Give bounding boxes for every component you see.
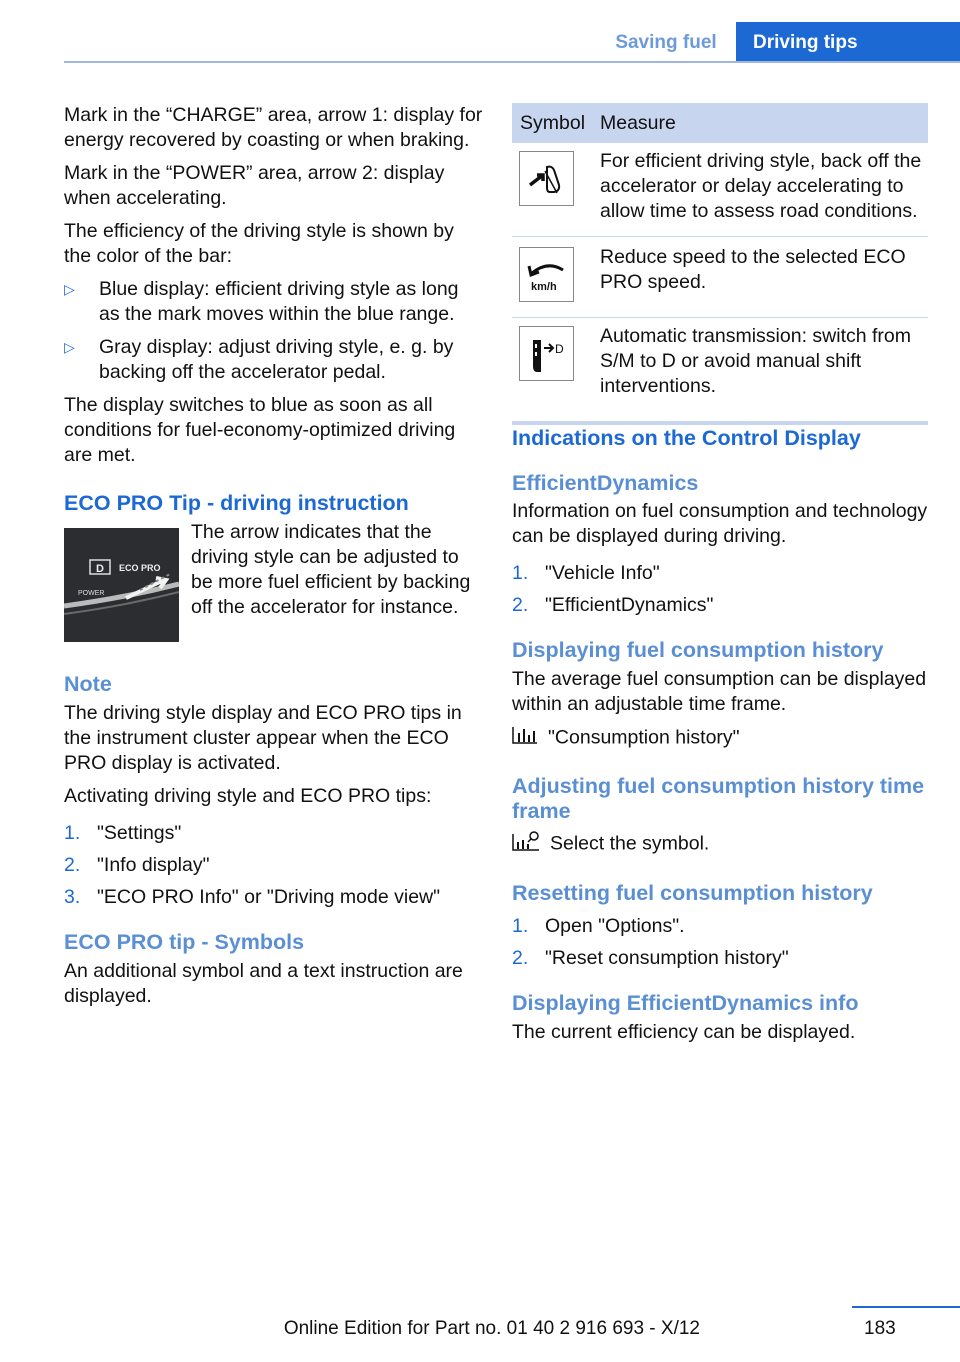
gear-label: D: [96, 563, 104, 575]
speed-reduce-icon: [519, 247, 574, 302]
measure-text: Reduce speed to the selected ECO PRO speed.: [600, 246, 906, 293]
page-number-rule: [852, 1306, 960, 1308]
note-text: The driving style display and ECO PRO tips in the instrument cluster appear when the ECO PRO display is activated.: [64, 702, 462, 774]
column-header-measure: Measure: [600, 111, 676, 134]
step-number: 1.: [512, 915, 529, 937]
bullet-triangle-icon: ▷: [64, 281, 75, 297]
paragraph-switch-blue: The display switches to blue as soon as all conditions for fuel-economy-optimized driving are met.: [64, 394, 456, 466]
list-item: [64, 335, 484, 385]
eco-pro-tip-block: [64, 520, 484, 652]
history-text: The average fuel consumption can be displayed within an adjustable time frame.: [512, 668, 927, 715]
power-label: POWER: [78, 590, 105, 597]
step-text: "EfficientDynamics": [545, 594, 714, 616]
table-row: [512, 143, 928, 237]
heading-eco-pro-tip: ECO PRO Tip - driving instruction: [64, 491, 409, 515]
shift-to-d-icon: [519, 326, 574, 381]
heading-reset-history: Resetting fuel consumption history: [512, 881, 873, 905]
adjust-text: Select the symbol.: [550, 832, 710, 855]
activating-text: Activating driving style and ECO PRO tips:: [64, 785, 432, 807]
list-item: [512, 914, 932, 939]
step-number: 1.: [512, 562, 529, 584]
speed-unit-label: km/h: [530, 280, 557, 293]
right-column: [512, 425, 932, 1053]
step-number: 3.: [64, 886, 81, 908]
list-item: [512, 561, 932, 586]
heading-adjust-time-frame: Adjusting fuel consumption history time frame: [512, 774, 925, 823]
step-text: "Vehicle Info": [545, 562, 660, 584]
table-row: [512, 237, 928, 318]
left-column: [64, 103, 484, 1017]
eco-pro-display-image: [64, 528, 179, 642]
bullet-text: Gray display: adjust driving style, e. g. by backing off the accelerator pedal.: [99, 336, 454, 383]
list-item: [512, 946, 932, 971]
table-row: [512, 318, 928, 411]
heading-note: Note: [64, 672, 112, 696]
step-text: "Settings": [97, 822, 182, 844]
list-item: [64, 821, 484, 846]
symbols-text: An additional symbol and a text instruction are displayed.: [64, 960, 463, 1007]
paragraph-charge: Mark in the “CHARGE” area, arrow 1: display for energy recovered by coasting or when braking.: [64, 104, 483, 151]
step-text: "Reset consumption history": [545, 947, 789, 969]
header-section-tab[interactable]: Saving fuel: [615, 32, 717, 53]
list-item: [64, 853, 484, 878]
tip-text: The arrow indicates that the driving style can be adjusted to be more fuel efficient by backing off the accelerator for instance.: [191, 521, 471, 618]
heading-eco-pro-symbols: ECO PRO tip - Symbols: [64, 930, 305, 954]
measure-text: For efficient driving style, back off the accelerator or delay accelerating to allow time to assess road conditions.: [600, 150, 922, 222]
step-text: "ECO PRO Info" or "Driving mode view": [97, 886, 441, 908]
step-number: 2.: [512, 594, 529, 616]
paragraph-efficiency: The efficiency of the driving style is shown by the color of the bar:: [64, 220, 454, 267]
adjust-item: [512, 830, 932, 859]
info-text: The current efficiency can be displayed.: [512, 1021, 856, 1043]
heading-indications: Indications on the Control Display: [512, 426, 861, 450]
header-rule: [64, 61, 960, 63]
history-menu-label: "Consumption history": [548, 726, 740, 749]
heading-efficientdynamics-info: Displaying EfficientDynamics info: [512, 991, 859, 1015]
edition-footer: Online Edition for Part no. 01 40 2 916 693 - X/12: [283, 1318, 700, 1339]
efficient-text: Information on fuel consumption and technology can be displayed during driving.: [512, 500, 928, 547]
paragraph-power: Mark in the “POWER” area, arrow 2: display when accelerating.: [64, 162, 445, 209]
list-item: [64, 885, 484, 910]
history-menu-item: [512, 725, 932, 752]
page-number: 183: [864, 1318, 896, 1339]
step-text: "Info display": [97, 854, 210, 876]
chart-magnifier-icon: [512, 830, 540, 859]
column-header-symbol: Symbol: [520, 111, 586, 134]
list-item: [512, 593, 932, 618]
bullet-text: Blue display: efficient driving style as long as the mark moves within the blue range.: [99, 278, 459, 325]
heading-consumption-history: Displaying fuel consumption history: [512, 638, 884, 662]
step-number: 1.: [64, 822, 81, 844]
bullet-triangle-icon: ▷: [64, 339, 75, 355]
drive-label: D: [554, 341, 564, 356]
table-header: [512, 103, 928, 143]
bar-chart-icon: [512, 725, 538, 752]
mode-label: ECO PRO: [119, 563, 161, 573]
step-number: 2.: [64, 854, 81, 876]
symbol-measure-table: [512, 103, 928, 425]
list-item: [64, 277, 484, 327]
foot-off-pedal-icon: [519, 151, 574, 206]
header-chapter-tab[interactable]: Driving tips: [736, 22, 960, 62]
heading-efficientdynamics: EfficientDynamics: [512, 471, 699, 495]
step-number: 2.: [512, 947, 529, 969]
measure-text: Automatic transmission: switch from S/M to D or avoid manual shift interventions.: [600, 325, 912, 397]
step-text: Open "Options".: [545, 915, 685, 937]
